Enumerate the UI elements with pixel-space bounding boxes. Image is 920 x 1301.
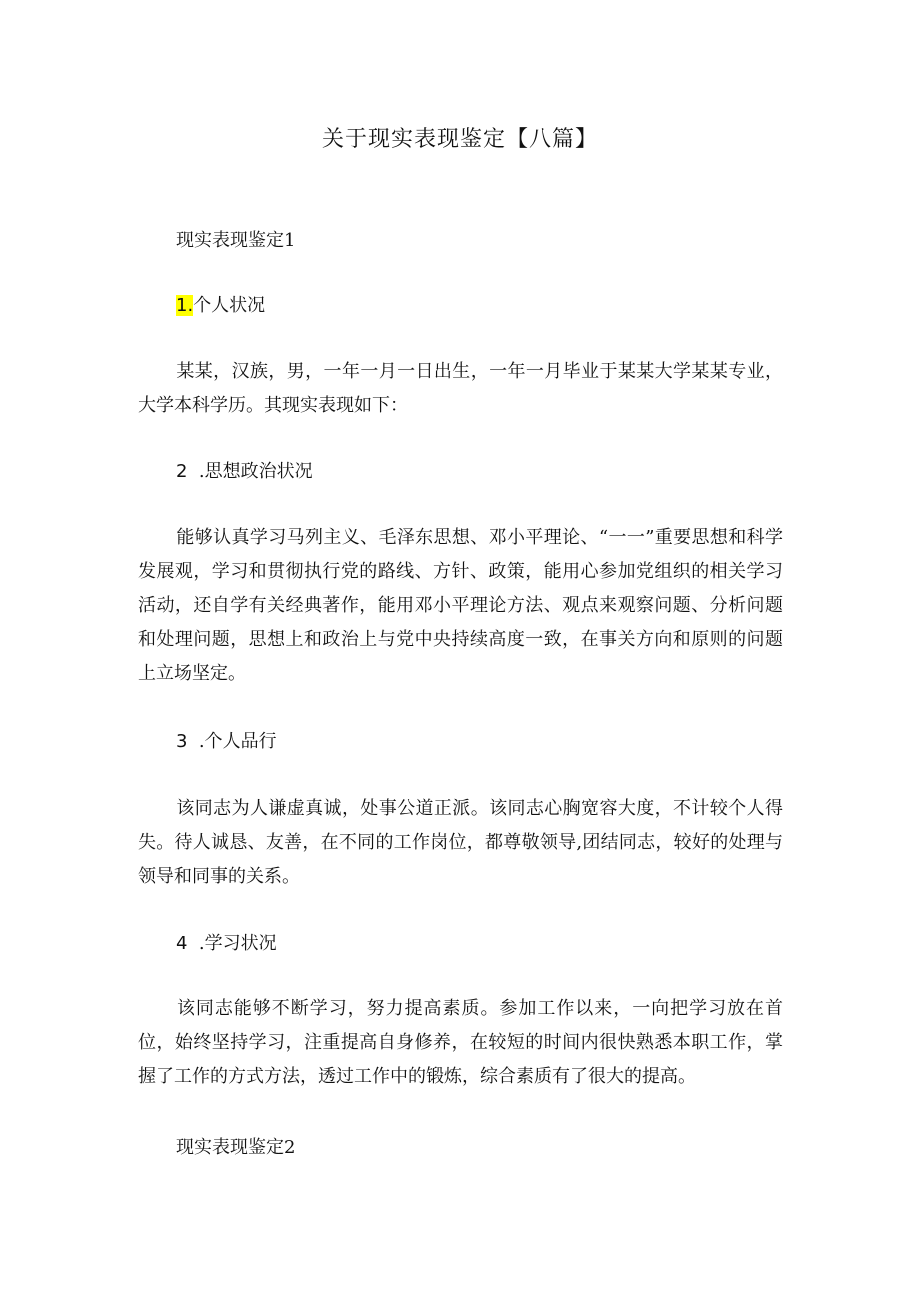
item-label: .个人品行 bbox=[198, 731, 277, 752]
item-heading-political bbox=[176, 460, 313, 484]
item-number-highlighted: 1. bbox=[176, 295, 194, 316]
paragraph-text: 能够认真学习马列主义、毛泽东思想、邓小平理论、“一一”重要思想和科学发展观，学习和贯彻执行党的路线、方针、政策，能用心参加党组织的相关学习活动，还自学有关经典著作，能用邓小平理论方法、观点来观察问题、分析问题和处理问题，思想上和政治上与党中央持续高度一致，在事关方向和原则的问题上立场坚定。 bbox=[138, 527, 783, 684]
paragraph-text: 该同志能够不断学习，努力提高素质。参加工作以来，一向把学习放在首位，始终坚持学习，注重提高自身修养，在较短的时间内很快熟悉本职工作，掌握了工作的方式方法，透过工作中的锻炼，综合素质有了很大的提高。 bbox=[138, 998, 783, 1087]
section-heading-2: 现实表现鉴定2 bbox=[176, 1137, 296, 1158]
paragraph-text: 该同志为人谦虚真诚，处事公道正派。该同志心胸宽容大度，不计较个人得失。待人诚恳、友善，在不同的工作岗位，都尊敬领导,团结同志，较好的处理与领导和同事的关系。 bbox=[138, 798, 783, 887]
item-number: 3 bbox=[176, 731, 188, 752]
item-number: 4 bbox=[176, 933, 188, 954]
paragraph-study bbox=[138, 992, 783, 1094]
item-heading-personal bbox=[176, 294, 265, 318]
paragraph-text: 某某，汉族，男，一年一月一日出生，一年一月毕业于某某大学某某专业，大学本科学历。其现实表现如下： bbox=[138, 361, 783, 416]
section-heading-1: 现实表现鉴定1 bbox=[176, 230, 296, 251]
paragraph-personal bbox=[138, 355, 783, 423]
paragraph-political bbox=[138, 521, 783, 691]
paragraph-conduct bbox=[138, 792, 783, 894]
item-number: 2 bbox=[176, 461, 188, 482]
item-label: 个人状况 bbox=[193, 295, 266, 316]
item-label: .学习状况 bbox=[198, 933, 277, 954]
item-label: .思想政治状况 bbox=[198, 461, 313, 482]
document-title: 关于现实表现鉴定【八篇】 bbox=[321, 127, 598, 152]
item-heading-conduct bbox=[176, 730, 277, 754]
item-heading-study bbox=[176, 932, 277, 956]
